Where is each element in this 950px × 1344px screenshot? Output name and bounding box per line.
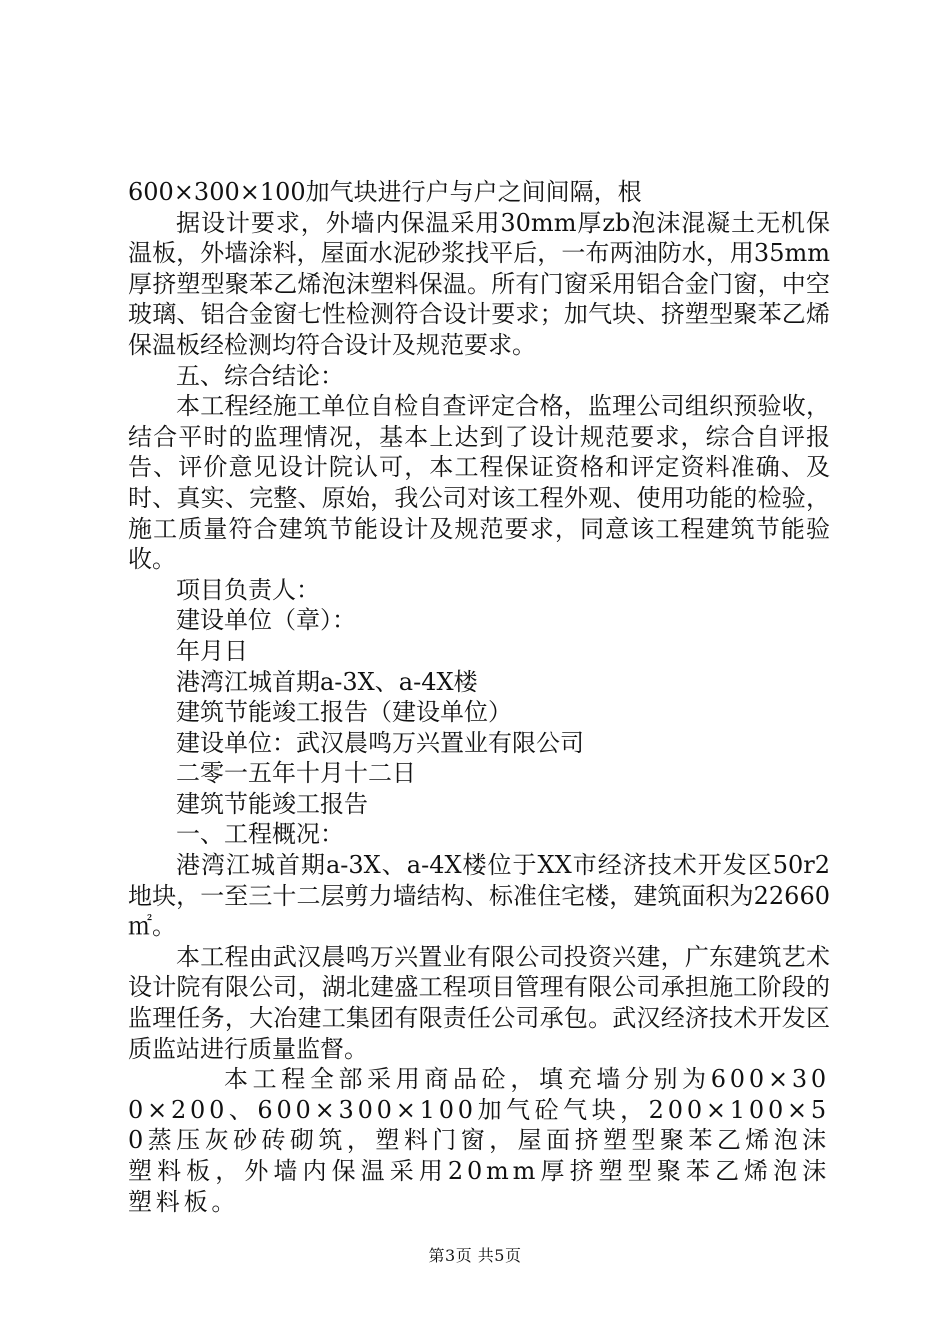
paragraph-conclusion: 本工程经施工单位自检自查评定合格，监理公司组织预验收，结合平时的监理情况，基本上达到了设计规范要求，综合自评报告、评价意见设计院认可，本工程保证资格和评定资料准确、及时、真实、完整、原始，我公司对该工程外观、使用功能的检验，施工质量符合建筑节能设计及规范要求，同意该工程建筑节能验收。 — [128, 392, 830, 574]
page-number-footer: 第3页 共5页 — [428, 1246, 522, 1265]
paragraph-continuation: 600×300×100加气块进行户与户之间间隔，根 — [128, 178, 642, 206]
paragraph-parties: 本工程由武汉晨鸣万兴置业有限公司投资兴建，广东建筑艺术设计院有限公司，湖北建盛工程项目管理有限公司承担施工阶段的监理任务，大冶建工集团有限责任公司承包。武汉经济技术开发区质监站进行质量监督。 — [128, 942, 830, 1063]
section-heading-overview: 一、工程概况： — [176, 820, 344, 849]
signature-builder-seal: 建设单位（章）： — [176, 606, 356, 635]
cover-project-name: 港湾江城首期a-3X、a-4X楼 — [176, 667, 478, 696]
document-body — [128, 177, 830, 1217]
section-heading-conclusion: 五、综合结论： — [176, 361, 344, 390]
report-title: 建筑节能竣工报告 — [176, 789, 368, 818]
signature-project-leader: 项目负责人： — [176, 575, 320, 604]
signature-date: 年月日 — [176, 636, 248, 665]
cover-builder: 建设单位：武汉晨鸣万兴置业有限公司 — [176, 728, 584, 757]
cover-report-title: 建筑节能竣工报告（建设单位） — [176, 698, 512, 727]
cover-date: 二零一五年十月十二日 — [176, 759, 416, 788]
paragraph-insulation: 据设计要求，外墙内保温采用30mm厚zb泡沫混凝土无机保温板，外墙涂料，屋面水泥砂浆找平后，一布两油防水，用35mm厚挤塑型聚苯乙烯泡沫塑料保温。所有门窗采用铝合金门窗，中空玻璃、铝合金窗七性检测符合设计要求；加气块、挤塑型聚苯乙烯保温板经检测均符合设计及规范要求。 — [128, 208, 830, 359]
paragraph-materials: 本工程全部采用商品砼，填充墙分别为600×300×200、600×300×100加气砼气块，200×100×50蒸压灰砂砖砌筑，塑料门窗，屋面挤塑型聚苯乙烯泡沫塑料板，外墙内保温采用20mm厚挤塑型聚苯乙烯泡沫塑料板。 — [128, 1065, 830, 1216]
paragraph-overview: 港湾江城首期a-3X、a-4X楼位于XX市经济技术开发区50r2地块，一至三十二层剪力墙结构、标准住宅楼，建筑面积为22660㎡。 — [128, 851, 830, 941]
